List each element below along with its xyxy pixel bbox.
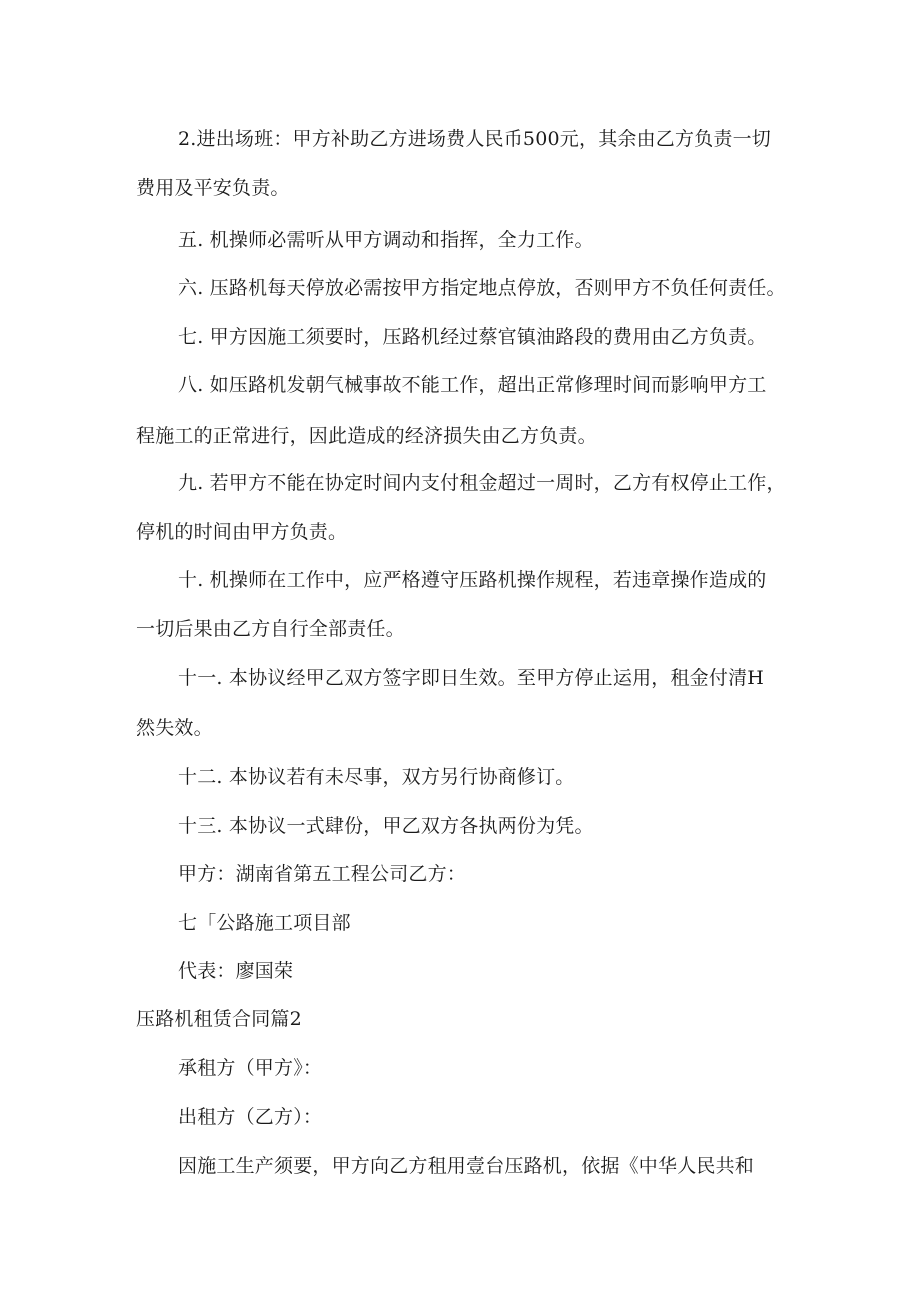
party-a-line: 甲方：湖南省第五工程公司乙方： — [178, 863, 467, 885]
clause-13: 十三. 本协议一式肆份，甲乙双方各执两份为凭。 — [178, 815, 594, 837]
representative-line: 代表：廖国荣 — [178, 960, 294, 982]
clause-11-line-2: 然失效。 — [136, 717, 213, 739]
clause-8-line-1: 八. 如压路机发朝气械事故不能工作，超出正常修理时间而影响甲方工 — [178, 374, 767, 396]
clause-10-line-1: 十. 机操师在工作中，应严格遵守压路机操作规程，若违章操作造成的 — [178, 569, 767, 591]
lessee-line: 承租方（甲方》： — [178, 1057, 323, 1079]
clause-4-2-line-2: 费用及平安负责。 — [136, 177, 290, 199]
clause-9-line-1: 九. 若甲方不能在协定时间内支付租金超过一周时，乙方有权停止工作， — [178, 472, 786, 494]
clause-10-line-2: 一切后果由乙方自行全部责任。 — [136, 618, 405, 640]
clause-8-line-2: 程施工的正常进行，因此造成的经济损失由乙方负责。 — [136, 425, 597, 447]
clause-4-2-line-1: 2.进出场班：甲方补助乙方进场费人民币500元，其余由乙方负责一切 — [178, 128, 771, 150]
clause-9-line-2: 停机的时间由甲方负责。 — [136, 521, 348, 543]
section-heading: 压路机租赁合同篇2 — [136, 1008, 302, 1030]
clause-5: 五. 机操师必需听从甲方调动和指挥，全力工作。 — [178, 229, 594, 251]
clause-11-line-1: 十一. 本协议经甲乙双方签字即日生效。至甲方停止运用，租金付清H — [178, 667, 765, 689]
clause-7: 七. 甲方因施工须要时，压路机经过蔡官镇油路段的费用由乙方负责。 — [178, 326, 767, 348]
lessor-line: 出租方（乙方）： — [178, 1106, 323, 1128]
project-department-line: 七「公路施工项目部 — [178, 912, 351, 934]
clause-12: 十二. 本协议若有未尽事，双方另行协商修订。 — [178, 766, 575, 788]
clause-6: 六. 压路机每天停放必需按甲方指定地点停放，否则甲方不负任何责任。 — [178, 277, 786, 299]
preamble-line: 因施工生产须要，甲方向乙方租用壹台压路机，依据《中华人民共和 — [178, 1155, 755, 1177]
